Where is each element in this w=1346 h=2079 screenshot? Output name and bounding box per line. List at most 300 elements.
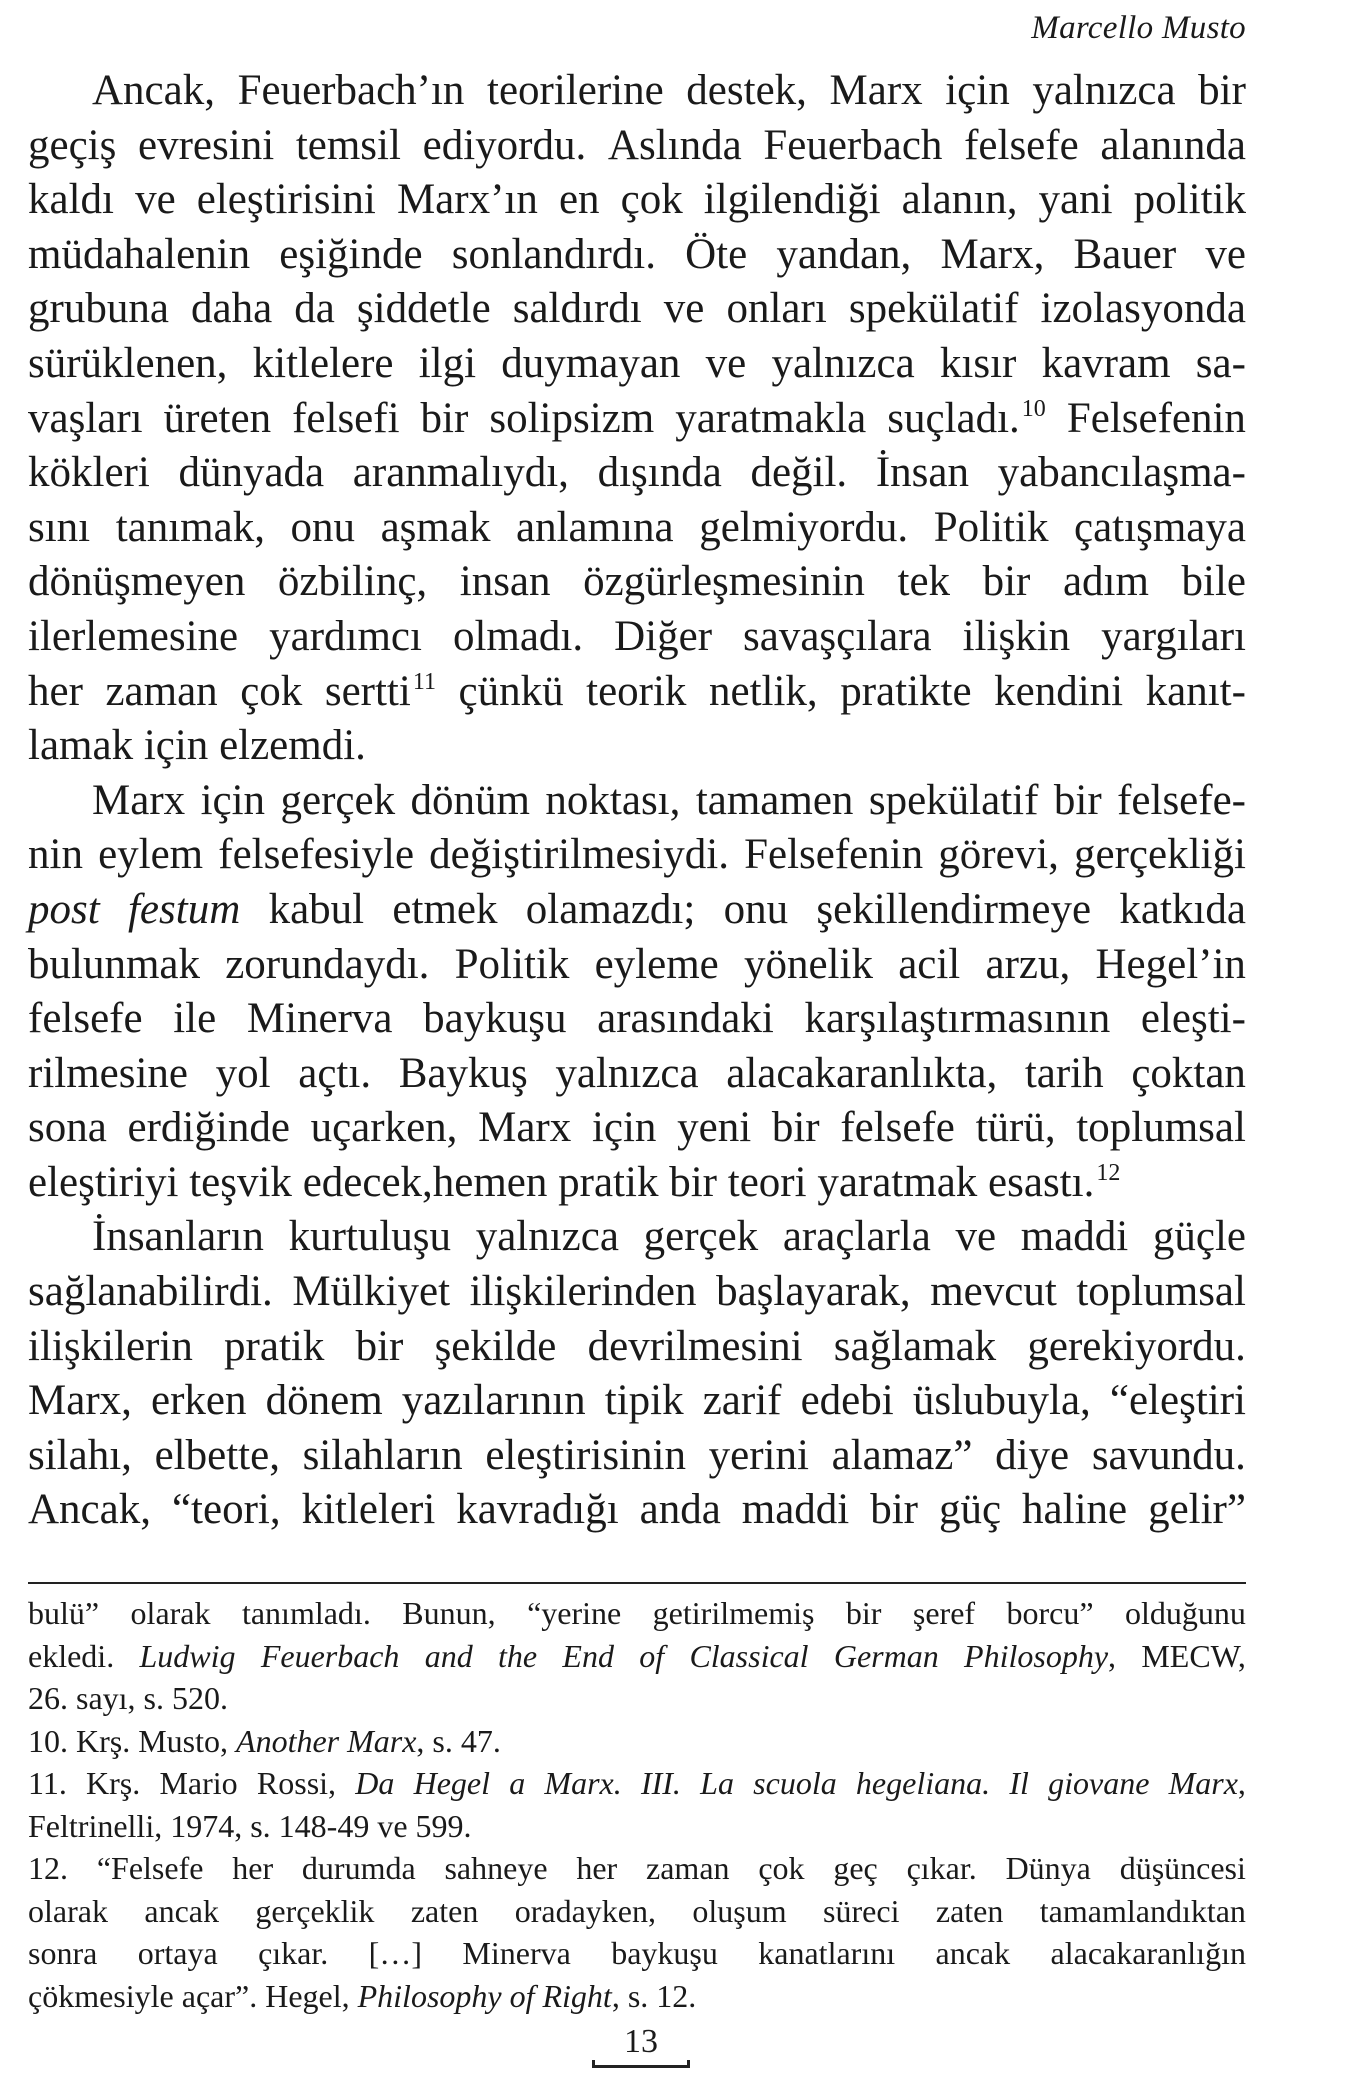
word: MECW, [1141, 1637, 1246, 1674]
word: şekilde [434, 1322, 557, 1370]
word: özbilinç, [277, 558, 428, 606]
footnote-line [28, 1677, 1246, 1720]
body-line [28, 1483, 1246, 1538]
word: yaratmakla [675, 394, 867, 442]
word: olduğunu [1125, 1595, 1246, 1631]
word: değiştirilmesiydi. [429, 831, 729, 879]
word: sürüklenen, [28, 339, 228, 387]
word: sağlamak [833, 1322, 997, 1370]
word: yandan, [776, 230, 912, 278]
body-line [28, 282, 1246, 337]
body-line [28, 446, 1246, 501]
word: elzemdi. [219, 722, 366, 770]
word: kökleri [28, 449, 150, 497]
word: olarak [28, 1892, 108, 1929]
word: değil. [750, 449, 848, 497]
footnotes [28, 1592, 1246, 2017]
word: müdahalenin [28, 230, 251, 278]
word: felsefe [964, 121, 1079, 169]
word: rilmesine [28, 1049, 189, 1097]
word: yani [1038, 176, 1113, 224]
word: III. [640, 1765, 681, 1801]
word: giovane [1048, 1765, 1150, 1801]
word: çoktan [1131, 1049, 1246, 1097]
word: bir [355, 1322, 404, 1370]
word: saldırdı [512, 285, 642, 333]
word: Another [236, 1722, 340, 1759]
word: ile [173, 995, 217, 1043]
word: hegeliana. [855, 1765, 991, 1801]
word: olmadı. [452, 612, 584, 660]
footnote-reference[interactable]: 12 [1096, 1159, 1121, 1186]
page-number [592, 2022, 690, 2064]
word: acil [898, 940, 961, 988]
body-line [28, 992, 1246, 1047]
word: bir [982, 558, 1031, 606]
word: Dünya [1005, 1850, 1091, 1886]
word: sahneye [444, 1850, 548, 1886]
word: yargıları [1101, 612, 1246, 660]
word: bulü” [28, 1595, 100, 1631]
body-line [28, 228, 1246, 283]
word: kanıt- [1145, 667, 1246, 715]
word: savaşçılara [743, 612, 932, 660]
word: s. [432, 1722, 453, 1759]
word: ancak [144, 1892, 219, 1929]
word: açar”. [181, 1977, 258, 2014]
word: ilişkin [962, 612, 1071, 660]
word: Da [355, 1765, 395, 1801]
word: dönüşmeyen [28, 558, 246, 606]
word: haline [1022, 1486, 1128, 1534]
word: özgürleşmesinin [583, 558, 865, 606]
word: eleştiriyi [28, 1158, 179, 1206]
word: toplumsal [1076, 1268, 1246, 1316]
word: sonlandırdı. [451, 230, 656, 278]
word: Marx [92, 776, 186, 824]
word: gerçeklik [255, 1892, 375, 1929]
word: yabancılaşma- [997, 449, 1246, 497]
word: 520. [172, 1680, 228, 1716]
body-line [28, 64, 1246, 119]
body-line [28, 1156, 1246, 1211]
word: oradayken, [514, 1892, 656, 1929]
word: Öte [685, 230, 748, 278]
word: ekledi. [28, 1637, 115, 1674]
word: arasındaki [597, 995, 774, 1043]
word: arzu, [985, 940, 1071, 988]
word: German [833, 1637, 939, 1674]
word: durumda [301, 1850, 416, 1886]
word: Politik [454, 940, 570, 988]
word: and [424, 1637, 473, 1674]
word: alamaz” [831, 1431, 973, 1479]
word: ediyordu. [422, 121, 587, 169]
word: açtı. [298, 1049, 372, 1097]
word: “Felsefe [96, 1850, 204, 1886]
word: felsefesiyle [218, 831, 415, 879]
word: diye [995, 1431, 1070, 1479]
word: Hegel’in [1095, 940, 1246, 988]
word: scuola [753, 1765, 837, 1801]
word: Feuerbach [763, 121, 943, 169]
word: dönem [265, 1377, 383, 1425]
word: Krş. [76, 1722, 131, 1759]
word: Diğer [614, 612, 713, 660]
page-number-label: 13 [624, 2023, 658, 2060]
word: teori [727, 1158, 807, 1206]
word: ilgi [418, 339, 477, 387]
word: ve [955, 1213, 997, 1261]
word: savundu. [1091, 1431, 1246, 1479]
word: Ancak, [28, 1486, 151, 1534]
footnote-line [28, 1847, 1246, 1890]
word: maddi [1020, 1213, 1129, 1261]
word: tek [897, 558, 951, 606]
word: Hegel, [265, 1977, 350, 2014]
word: ilgilendiği [703, 176, 881, 224]
word: çünkü [458, 667, 564, 715]
word: suçladı.$^{10}$ [887, 394, 1046, 442]
word: gerçek [643, 1213, 759, 1261]
word: kendini [994, 667, 1124, 715]
word: ilişkilerin [28, 1322, 193, 1370]
word: aşmak [380, 503, 491, 551]
word: Feltrinelli, [28, 1807, 163, 1844]
word: sını [28, 503, 91, 551]
word: Feuerbach [260, 1637, 400, 1674]
word: Philosophy [357, 1977, 502, 2014]
word: Bunun, [402, 1595, 496, 1631]
word: s. [627, 1977, 649, 2014]
word: geç [833, 1850, 878, 1886]
word: Politik [933, 503, 1049, 551]
word: Rossi, [256, 1765, 337, 1801]
body-line [28, 1374, 1246, 1429]
word: en [558, 176, 600, 224]
body-line [28, 610, 1246, 665]
word: dünyada [178, 449, 325, 497]
word: 47. [460, 1722, 501, 1759]
word: kabul [268, 885, 365, 933]
word: onları [726, 285, 827, 333]
word: tamamlandıktan [1039, 1892, 1246, 1929]
word: Classical [689, 1637, 809, 1674]
word: çıkar. [906, 1850, 977, 1886]
word: ve [663, 285, 705, 333]
word: Feuerbach’ın [237, 67, 465, 114]
word: bile [1181, 558, 1246, 606]
word: Ancak, [92, 67, 215, 114]
word: olamazdı; [525, 885, 696, 933]
word: 12. [28, 1850, 68, 1886]
word: pratik [558, 1158, 659, 1206]
word: ancak [935, 1935, 1011, 1971]
word: Mülkiyet [292, 1268, 451, 1316]
word: Mario [159, 1765, 238, 1801]
word: felsefe- [1117, 776, 1246, 824]
word: tarih [1024, 1049, 1104, 1097]
word: borcu” [1006, 1595, 1094, 1631]
word: etmek [392, 885, 498, 933]
word: güç [938, 1486, 1002, 1534]
word: bir [420, 394, 469, 442]
word: yaratmak [817, 1158, 978, 1206]
word: of [509, 1977, 535, 2014]
word: kavradığı [456, 1486, 619, 1534]
word: […] [368, 1935, 422, 1971]
word: şekillendirmeye [816, 885, 1092, 933]
footnote-line [28, 1635, 1246, 1678]
word: bir [870, 1486, 918, 1534]
word: İnsanların [92, 1213, 264, 1261]
footnote-line [28, 1890, 1246, 1933]
word: çökmesiyle [28, 1977, 174, 2014]
running-head-author: Marcello Musto [1031, 10, 1246, 46]
word: duymayan [501, 339, 681, 387]
word: sa- [1195, 339, 1246, 387]
word: felsefe [28, 995, 143, 1043]
word: teşvik [189, 1158, 292, 1206]
word: Minerva [462, 1935, 571, 1971]
word: eyleme [594, 940, 719, 988]
word: Marx [478, 1104, 572, 1152]
word: Right, [542, 1977, 620, 2014]
word: zarif [702, 1377, 782, 1425]
word: La [700, 1765, 734, 1801]
body-line [28, 555, 1246, 610]
word: lamak [28, 722, 134, 770]
word: bir [1198, 67, 1246, 114]
word: anda [639, 1486, 721, 1534]
word: çatışmaya [1074, 503, 1246, 551]
footnote-reference[interactable]: 10 [1021, 395, 1046, 422]
word: düşüncesi [1119, 1850, 1246, 1886]
word: silahı, [28, 1431, 132, 1479]
word: yalnızca [475, 1213, 619, 1261]
word: maddi [741, 1486, 850, 1534]
word: teorilerine [487, 67, 664, 114]
word: için [200, 776, 266, 824]
word: çok [620, 176, 683, 224]
word: alacakaranlıkta, [726, 1049, 998, 1097]
word: tipik [604, 1377, 684, 1425]
word: alacakaranlığın [1050, 1935, 1246, 1971]
word: alanın, [901, 176, 1018, 224]
word: Minerva [246, 995, 393, 1043]
word: erken [151, 1377, 247, 1425]
word: da [294, 285, 335, 333]
word: aranmalıydı, [352, 449, 569, 497]
footnote-separator [28, 1582, 1246, 1584]
word: politik [1133, 176, 1246, 224]
word: izolasyonda [1040, 285, 1246, 333]
word: oluşum [692, 1892, 787, 1929]
footnote-line [28, 1975, 1246, 2018]
footnote-line [28, 1932, 1246, 1975]
word: araçlarla [782, 1213, 931, 1261]
word: zorundaydı. [225, 940, 430, 988]
word: Baykuş [398, 1049, 528, 1097]
word: dışında [597, 449, 722, 497]
word: vaşları [28, 394, 143, 442]
word: bulunmak [28, 940, 200, 988]
word: sonra [28, 1935, 98, 1971]
word: adım [1062, 558, 1149, 606]
word: festum [127, 885, 241, 933]
word: onu [290, 503, 356, 551]
word: zaman [646, 1850, 730, 1886]
word: edecek,hemen [302, 1158, 548, 1206]
footnote-line [28, 1592, 1246, 1635]
body-line [28, 938, 1246, 993]
word: spekülatif [848, 285, 1019, 333]
word: kısır [939, 339, 1017, 387]
word: eleşti- [1140, 995, 1246, 1043]
word: kitleleri [301, 1486, 436, 1534]
word: getirilmemiş [652, 1595, 815, 1631]
word: gerçek [280, 776, 396, 824]
word: ilişkilerinden [469, 1268, 697, 1316]
word: kaldı [28, 176, 114, 224]
word: alanında [1100, 121, 1246, 169]
word: baykuşu [423, 995, 567, 1043]
word: Felsefenin [744, 831, 924, 879]
body-line [28, 392, 1246, 447]
word: türü, [975, 1104, 1056, 1152]
word: çok [758, 1850, 805, 1886]
word: zaten [935, 1892, 1004, 1929]
word: gelmiyordu. [699, 503, 909, 551]
word: Marx [829, 67, 923, 114]
word: tanımladı. [241, 1595, 371, 1631]
word: Ludwig [139, 1637, 236, 1674]
footnote-line [28, 1720, 1246, 1763]
body-line [28, 1320, 1246, 1375]
word: bir [771, 1104, 820, 1152]
word: ve [1205, 230, 1246, 278]
word: End [562, 1637, 614, 1674]
word: solipsizm [489, 394, 655, 442]
word: edebi [800, 1377, 894, 1425]
body-line [28, 173, 1246, 228]
word: Felsefenin [1066, 394, 1246, 442]
word: katkıda [1119, 885, 1246, 933]
footnote-reference[interactable]: 11 [412, 668, 436, 695]
word: s. [143, 1680, 164, 1716]
page-number-bracket [592, 2060, 690, 2068]
body-line [28, 337, 1246, 392]
word: Krş. [86, 1765, 141, 1801]
word: 26. [28, 1680, 68, 1716]
word: pratik [224, 1322, 325, 1370]
body-line [28, 828, 1246, 883]
word: 10. [28, 1722, 68, 1759]
word: ve [135, 176, 176, 224]
word: pratikte [840, 667, 972, 715]
word: sona [28, 1104, 107, 1152]
word: her [232, 1850, 274, 1886]
word: baykuşu [611, 1935, 718, 1971]
word: yerini [708, 1431, 809, 1479]
word: 599. [415, 1807, 472, 1844]
word: grubuna [28, 285, 169, 333]
word: 11. [28, 1765, 67, 1801]
word: gerekiyordu. [1027, 1322, 1246, 1370]
word: nin [28, 831, 83, 879]
word: bir [845, 1595, 882, 1631]
word: eleştirisinin [485, 1431, 686, 1479]
word: zaten [410, 1892, 479, 1929]
body-line [28, 774, 1246, 829]
word: güçle [1152, 1213, 1246, 1261]
word: süreci [823, 1892, 900, 1929]
word: başlayarak, [716, 1268, 911, 1316]
word: şiddetle [356, 285, 491, 333]
word: onu [723, 885, 789, 933]
word: insan [459, 558, 551, 606]
word: teorik [586, 667, 687, 715]
body-line [28, 1047, 1246, 1102]
word: “teori, [171, 1486, 281, 1534]
word: Marx, [1168, 1765, 1246, 1801]
word: ortaya [137, 1935, 218, 1971]
word: gelir” [1148, 1486, 1246, 1534]
word: yalnızca [1032, 67, 1176, 114]
word: esastı.$^{12}$ [988, 1158, 1121, 1206]
word: İnsan [875, 449, 969, 497]
body-line [28, 1429, 1246, 1484]
body-line [28, 1265, 1246, 1320]
word: noktası, [545, 776, 681, 824]
word: eşiğinde [279, 230, 423, 278]
word: zaman [105, 667, 218, 715]
word: uçarken, [310, 1104, 458, 1152]
word: eylem [98, 831, 204, 879]
word: the [498, 1637, 538, 1674]
word: Hegel [413, 1765, 490, 1801]
word: Philosophy, [964, 1637, 1117, 1674]
word: felsefi [292, 394, 400, 442]
word: 1974, [170, 1807, 243, 1844]
word: dönüm [410, 776, 530, 824]
word: çıkar. [258, 1935, 329, 1971]
word: için [591, 1104, 657, 1152]
word: Marx’ın [396, 176, 538, 224]
word: yalnızca [771, 339, 915, 387]
body-line [28, 665, 1246, 720]
footnote-line [28, 1762, 1246, 1805]
body-text [28, 64, 1246, 1538]
word: Bauer [1073, 230, 1177, 278]
word: üreten [163, 394, 272, 442]
word: yalnızca [555, 1049, 699, 1097]
word: üslubuyla, [912, 1377, 1091, 1425]
word: netlik, [708, 667, 818, 715]
word: Musto, [138, 1722, 229, 1759]
word: daha [190, 285, 273, 333]
word: elbette, [154, 1431, 280, 1479]
word: post [28, 885, 100, 933]
word: 12. [656, 1977, 697, 2014]
word: Marx. [544, 1765, 622, 1801]
word: bir [669, 1158, 717, 1206]
word: evresini [138, 121, 275, 169]
body-line [28, 119, 1246, 174]
word: silahların [302, 1431, 463, 1479]
word: Marx, [940, 230, 1045, 278]
word: mevcut [930, 1268, 1057, 1316]
